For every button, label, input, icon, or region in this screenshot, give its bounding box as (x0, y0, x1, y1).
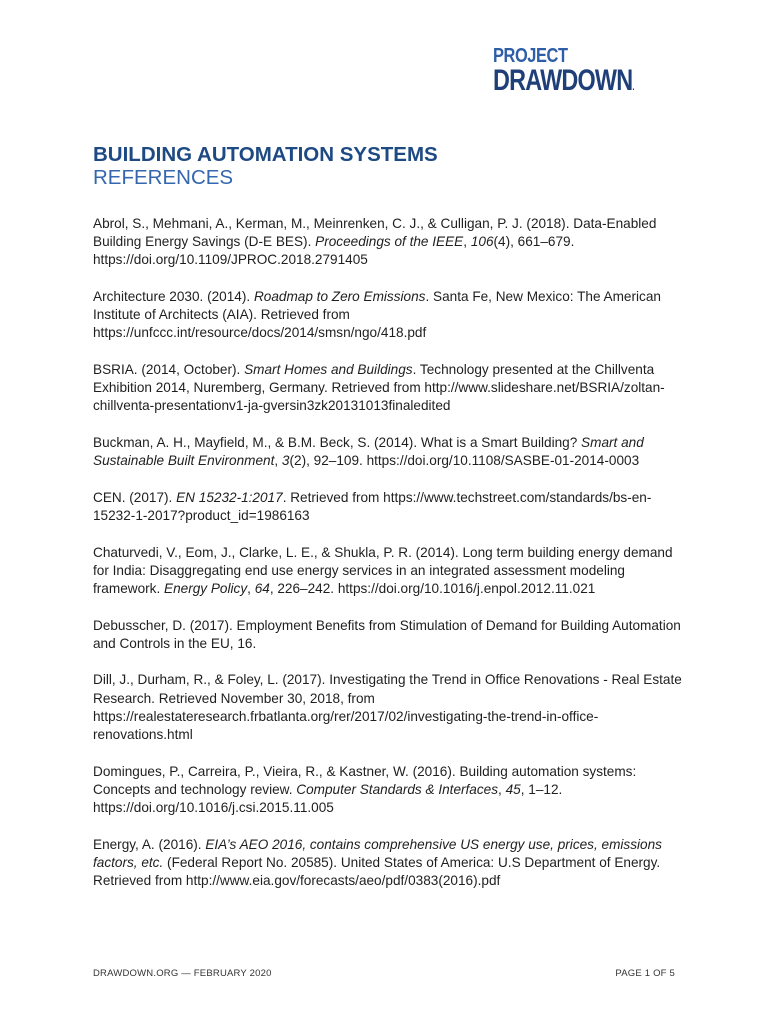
reference-entry (93, 544, 683, 599)
reference-text-segment: Dill, J., Durham, R., & Foley, L. (2017). Investigating the Trend in Office Renovations - Real Estate Research. Retrieved November 30, 2018, from https://realestateresearch.frbatlanta.org/rer/2017/02/investigating-the-trend-in-office-renovations.html (93, 672, 682, 742)
reference-text-segment: Abrol, S., Mehmani, A., Kerman, M., Meinrenken, C. J., & Culligan, P. J. (2018). Data-Enabled Building Energy Savings (D-E BES). (93, 216, 657, 250)
document-title: BUILDING AUTOMATION SYSTEMS (93, 143, 438, 166)
logo-line-drawdown (493, 66, 634, 96)
reference-entry (93, 288, 683, 343)
reference-list (93, 215, 683, 909)
reference-italic-segment: 106 (470, 234, 494, 250)
reference-text-segment: . Santa Fe, New Mexico: The American Institute of Architects (AIA). Retrieved from https://unfccc.int/resource/docs/2014/smsn/ngo/418.pdf (93, 289, 661, 341)
reference-italic-segment: EIA’s AEO 2016, contains comprehensive US energy use, prices, emissions factors, etc. (93, 836, 662, 870)
footer-site-date: DRAWDOWN.ORG — FEBRUARY 2020 (93, 968, 272, 979)
reference-text-segment: Buckman, A. H., Mayfield, M., & B.M. Beck, S. (2014). What is a Smart Building? (93, 435, 582, 450)
reference-text-segment: Architecture 2030. (2014). (93, 289, 254, 304)
reference-text-segment: , 1–12. https://doi.org/10.1016/j.csi.2015.11.005 (93, 781, 563, 815)
reference-entry (93, 489, 683, 525)
reference-entry (93, 763, 683, 818)
reference-italic-segment: EN 15232-1:2017 (176, 489, 283, 505)
reference-italic-segment: Computer Standards & Interfaces (296, 781, 499, 797)
reference-italic-segment: Proceedings of the IEEE (315, 234, 464, 250)
reference-entry (93, 836, 683, 891)
logo-line-drawdown-text: DRAWDOWN (492, 64, 632, 97)
reference-text-segment: Debusscher, D. (2017). Employment Benefits from Stimulation of Demand for Building Automation and Controls in the EU, 16. (93, 617, 681, 651)
reference-text-segment: (4), 661–679. https://doi.org/10.1109/JPROC.2018.2791405 (93, 234, 575, 268)
reference-italic-segment: Energy Policy (164, 581, 248, 596)
reference-text-segment: Energy, A. (2016). (93, 836, 206, 852)
reference-text-segment: CEN. (2017). (93, 489, 177, 505)
reference-italic-segment: Smart Homes and Buildings (244, 362, 413, 377)
reference-entry (93, 215, 683, 270)
reference-italic-segment: Roadmap to Zero Emissions (253, 289, 426, 304)
reference-text-segment: Domingues, P., Carreira, P., Vieira, R., & Kastner, W. (2016). Building automation systems: Concepts and technology review. (93, 763, 637, 797)
reference-text-segment: , (498, 781, 506, 797)
document-subtitle: REFERENCES (93, 166, 234, 189)
logo-line-project: PROJECT (492, 45, 568, 67)
footer-page-number: PAGE 1 OF 5 (615, 968, 675, 979)
reference-italic-segment: Smart and Sustainable Built Environment (93, 435, 644, 469)
reference-text-segment: . Retrieved from https://www.techstreet.com/standards/bs-en-15232-1-2017?product_id=1986163 (93, 489, 652, 523)
reference-entry (93, 361, 683, 416)
logo-mark: . (631, 82, 634, 93)
reference-text-segment: . Technology presented at the Chillventa Exhibition 2014, Nuremberg, Germany. Retrieved from http://www.slideshare.net/BSRIA/zoltan-chillventa-presentationv1-ja-gversin3zk20131013finaledited (93, 362, 665, 414)
reference-entry (93, 671, 683, 744)
reference-text-segment: (2), 92–109. https://doi.org/10.1108/SASBE-01-2014-0003 (289, 453, 640, 469)
reference-entry (93, 617, 683, 653)
reference-italic-segment: 3 (281, 453, 290, 469)
project-drawdown-logo (493, 46, 673, 96)
reference-text-segment: , (247, 581, 255, 596)
reference-text-segment: , 226–242. https://doi.org/10.1016/j.enpol.2012.11.021 (269, 581, 596, 596)
reference-italic-segment: 64 (254, 581, 270, 596)
reference-text-segment: , (463, 234, 471, 250)
reference-text-segment: , (274, 453, 282, 469)
reference-text-segment: BSRIA. (2014, October). (93, 362, 245, 377)
reference-entry (93, 434, 683, 470)
reference-text-segment: Chaturvedi, V., Eom, J., Clarke, L. E., & Shukla, P. R. (2014). Long term building energy demand for India: Disaggregating end use energy services in an integrated assessment modeling framework. (93, 544, 673, 596)
reference-italic-segment: 45 (505, 781, 521, 797)
reference-text-segment: (Federal Report No. 20585). United States of America: U.S Department of Energy. Retrieved from http://www.eia.gov/forecasts/aeo/pdf/0383(2016).pdf (93, 854, 661, 888)
